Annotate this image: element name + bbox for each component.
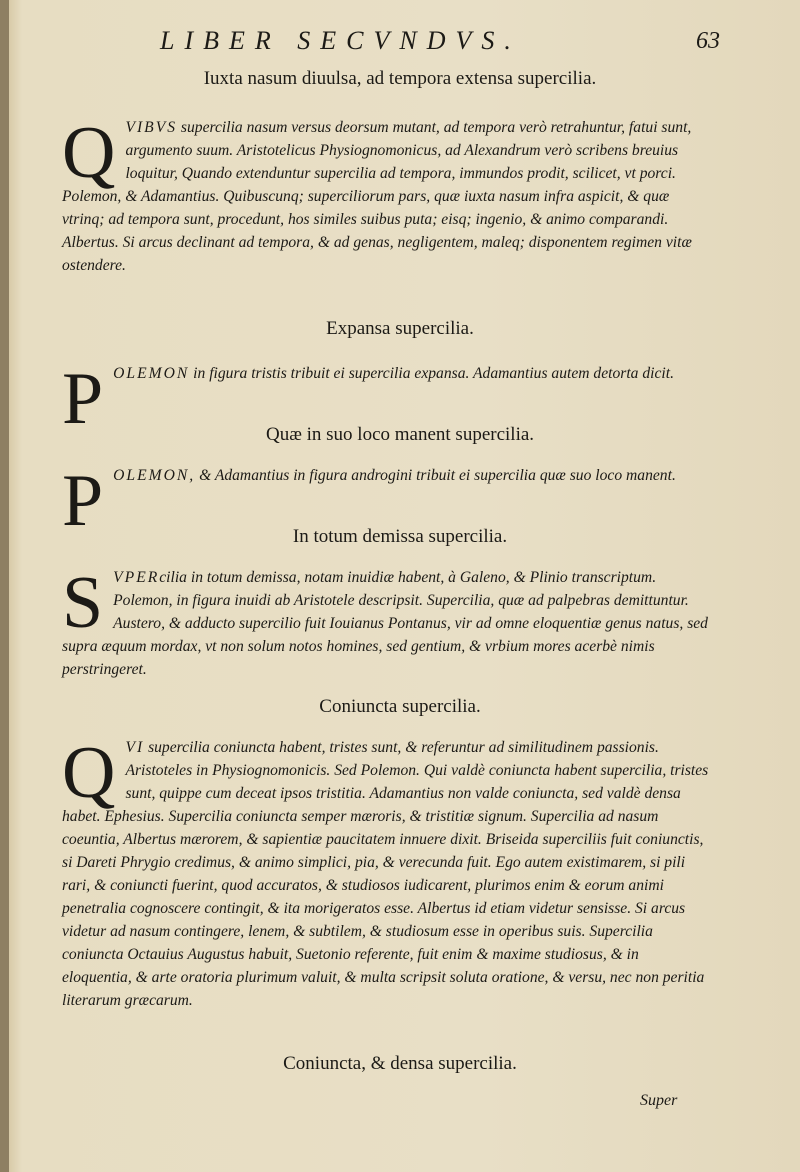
paragraph-text: supercilia nasum versus deorsum mutant, ad tempora verò retrahuntur, fatui sunt, argumento suum. Aristotelicus Physiognomonicus, ad Alexandrum verò scribens breuius loquitur, Quando extenduntur supercilia ad tempora, immundos prodit, scilicet, vt porci. Polemon, & Adamantius. Quibuscunq; superciliorum pars, quæ iuxta nasum infra aspicit, & quæ vtrinq; ad tempora sunt, procedunt, hos similes suibus puta; eisq; ingenio, & animo comparandi. Albertus. Si arcus declinant ad tempora, & ad genas, negligentem, maleq; disponentem regimen vitæ ostendere. [62,119,692,274]
section-heading: Expansa supercilia. [326,318,474,339]
paragraph-lead: OLEMON [113,365,190,382]
catchword: Super [640,1092,678,1109]
paragraph-text: & Adamantius in figura androgini tribuit ei supercilia quæ suo loco manent. [195,467,676,484]
paragraph-lead: VI [125,739,145,756]
section-heading: Iuxta nasum diuulsa, ad tempora extensa supercilia. [203,68,597,89]
section-paragraph [62,562,710,681]
drop-cap: Q [62,732,116,814]
running-head [160,26,720,58]
page-gutter-edge [0,0,9,1172]
paragraph-lead: OLEMON, [113,467,196,484]
paragraph-lead: VIBVS [125,119,178,136]
drop-cap: S [62,562,104,644]
page-number: 63 [696,28,720,54]
section-heading: Quæ in suo loco manent supercilia. [265,424,535,445]
drop-cap: P [62,460,104,542]
paragraph-text: in figura tristis tribuit ei supercilia expansa. Adamantius autem detorta dicit. [189,365,674,382]
section-paragraph [62,732,710,1012]
section-heading: Coniuncta supercilia. [319,696,481,717]
drop-cap: P [62,358,104,440]
drop-cap: Q [62,112,116,194]
paragraph-text: cilia in totum demissa, notam inuidiæ habent, à Galeno, & Plinio transcriptum. Polemon, in figura inuidi ab Aristotele descripsit. Supercilia, quæ ad palpebras demittuntur. Austero, & adducto supercilio fuit Iouianus Pontanus, vir ad omne eloquentiæ genus natus, sed supra æquum mordax, vt non solum notos homines, sed gentium, & vrbium mores acerbè nimis perstringeret. [62,569,708,678]
running-head-title: LIBER SECVNDVS. [160,26,521,55]
section-heading: In totum demissa supercilia. [292,526,508,547]
paragraph-text: supercilia coniuncta habent, tristes sunt, & referuntur ad similitudinem passionis. Aristoteles in Physiognomonicis. Sed Polemon. Qui valdè coniuncta habent supercilia, tristes sunt, quippe cum deceat ipsos tristitia. Adamantius non valde coniuncta, sed valdè densa habet. Ephesius. Supercilia coniuncta semper mæroris, & tristitiæ signum. Supercilia ad nasum coeuntia, Albertus mærorem, & sapientiæ paucitatem innuere dixit. Briseida superciliis fuit coniunctis, si Dareti Phrygio credimus, & animo simplici, pia, & verecunda fuit. Ego autem existimarem, si pili rari, & coniuncti fuerint, quod accuratos, & studiosos iudicarent, plurimos enim & eorum animi penetralia cognoscere contingit, & ita morigeratos esse. Albertus id etiam videtur sensisse. Si arcus videtur ad nasum contingere, lenem, & subtilem, & studiosum esse in operibus suis. Supercilia coniuncta Octauius Augustus habuit, Suetonio referente, fuit enim & maxime studiosus, & in eloquentia, & arte oratoria plurimum valuit, & multa scripsit soluta oratione, & versu, nec non peritia literarum græcarum. [62,739,709,1009]
paragraph-lead: VPER [113,569,160,586]
section-heading: Coniuncta, & densa supercilia. [283,1053,517,1074]
section-paragraph [62,112,710,277]
